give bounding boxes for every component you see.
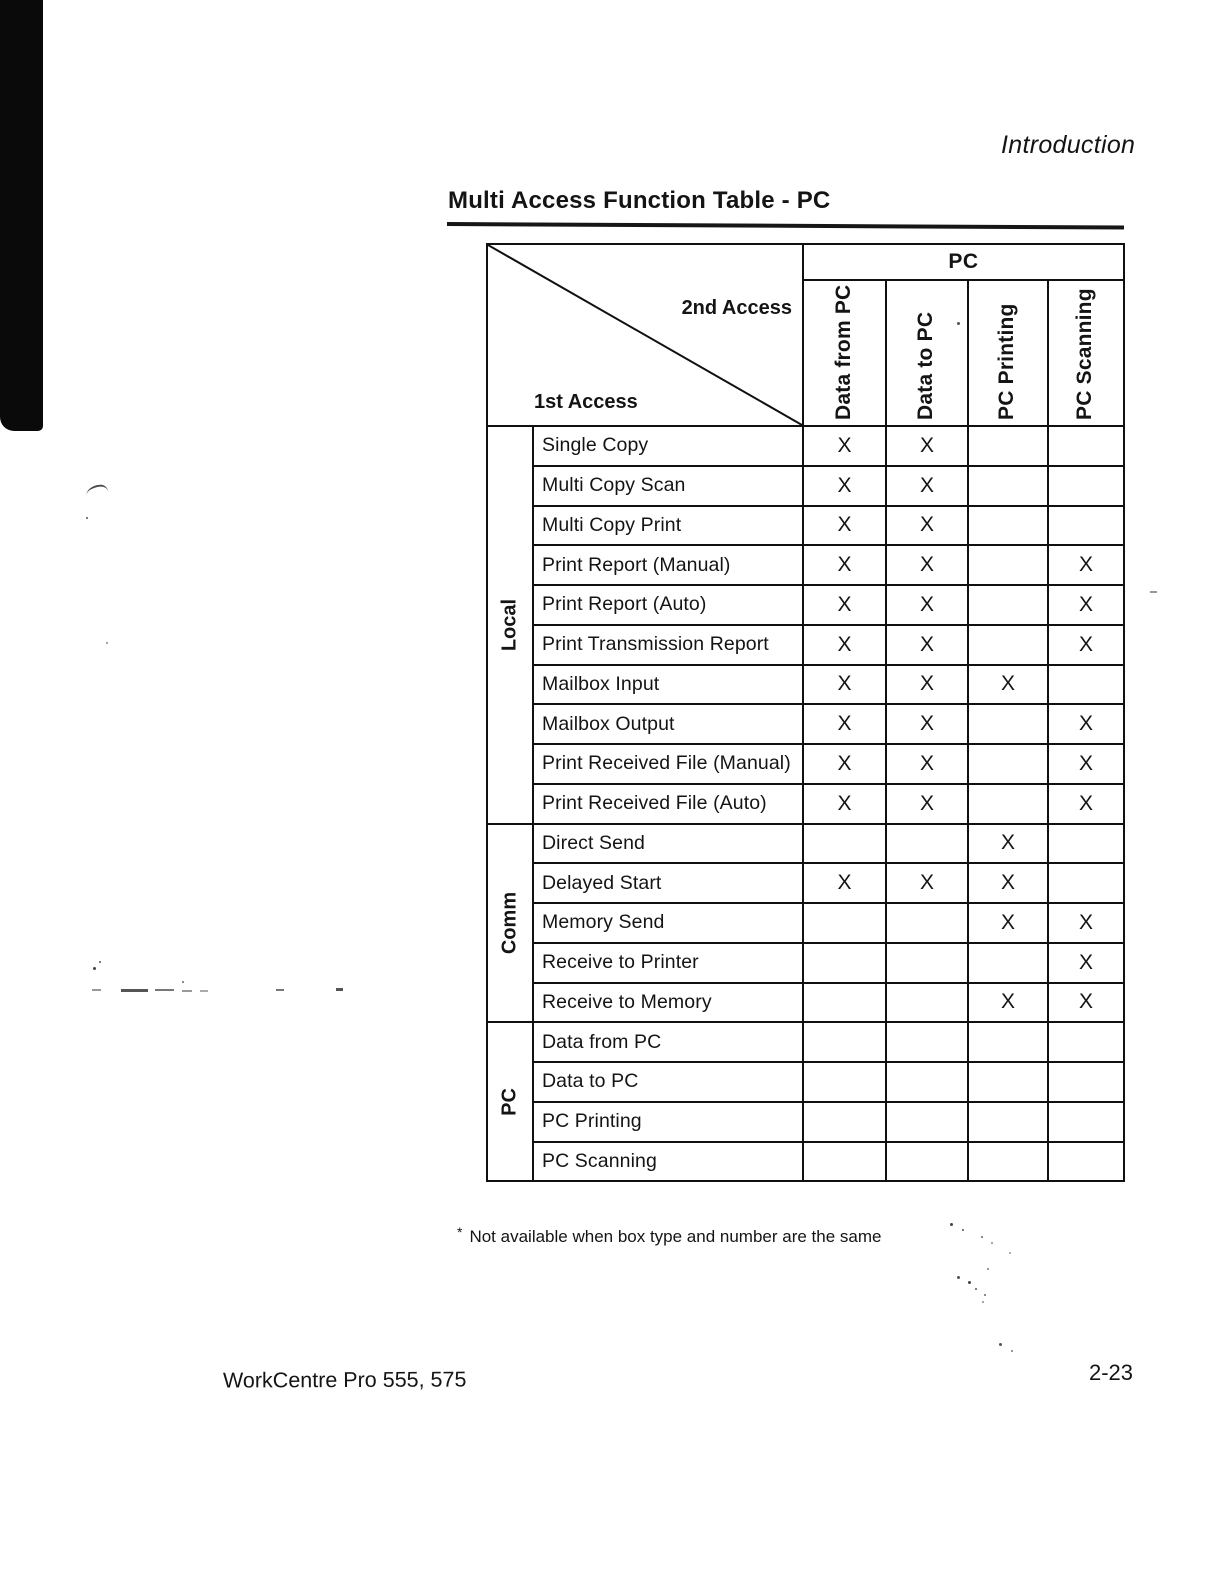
matrix-cell: X — [887, 745, 969, 785]
scan-artifact — [121, 989, 148, 992]
row-label: Mailbox Input — [534, 666, 804, 706]
row-label: Multi Copy Print — [534, 507, 804, 547]
matrix-cell — [804, 904, 887, 944]
scan-artifact — [962, 1229, 964, 1231]
scan-artifact — [975, 1288, 977, 1290]
matrix-cell — [969, 705, 1049, 745]
column-header-pc-printing — [969, 281, 1049, 427]
scan-artifact — [182, 981, 184, 983]
matrix-cell — [969, 1143, 1049, 1183]
scan-artifact — [981, 1236, 983, 1238]
scan-artifact — [155, 989, 174, 991]
matrix-cell: X — [1049, 785, 1125, 825]
matrix-cell — [969, 944, 1049, 984]
scan-artifact — [106, 642, 108, 644]
row-label: Print Report (Auto) — [534, 586, 804, 626]
matrix-cell — [1049, 1143, 1125, 1183]
multi-access-function-table — [486, 243, 1125, 1182]
title-underline — [447, 222, 1124, 230]
row-group-pc — [488, 1023, 534, 1182]
matrix-cell — [804, 1143, 887, 1183]
matrix-cell: X — [804, 864, 887, 904]
matrix-cell: X — [1049, 626, 1125, 666]
scan-artifact — [991, 1242, 993, 1244]
row-label: Multi Copy Scan — [534, 467, 804, 507]
matrix-cell: X — [969, 904, 1049, 944]
matrix-cell: X — [887, 864, 969, 904]
scan-artifact — [336, 988, 343, 991]
row-label: Receive to Memory — [534, 984, 804, 1024]
scan-artifact — [99, 961, 101, 963]
matrix-cell — [1049, 467, 1125, 507]
matrix-cell — [1049, 825, 1125, 865]
matrix-cell: X — [969, 825, 1049, 865]
row-label: Direct Send — [534, 825, 804, 865]
matrix-cell — [887, 944, 969, 984]
table-corner-cell — [488, 245, 804, 427]
row-label: Memory Send — [534, 904, 804, 944]
matrix-cell — [887, 984, 969, 1024]
matrix-cell: X — [887, 666, 969, 706]
second-access-label: 2nd Access — [681, 297, 792, 319]
matrix-cell — [887, 1023, 969, 1063]
matrix-cell — [804, 984, 887, 1024]
row-label: Print Transmission Report — [534, 626, 804, 666]
matrix-cell: X — [1049, 984, 1125, 1024]
row-group-label: Comm — [498, 891, 521, 954]
matrix-cell: X — [804, 705, 887, 745]
row-group-label: PC — [498, 1087, 521, 1116]
row-group-comm — [488, 825, 534, 1024]
column-header-text: PC Printing — [995, 303, 1018, 420]
matrix-cell: X — [887, 427, 969, 467]
scan-artifact — [982, 1301, 984, 1303]
scan-artifact — [957, 322, 960, 325]
matrix-cell: X — [804, 507, 887, 547]
matrix-cell: X — [1049, 745, 1125, 785]
matrix-cell — [1049, 1023, 1125, 1063]
scan-artifact — [999, 1343, 1002, 1346]
matrix-cell: X — [969, 864, 1049, 904]
scan-artifact — [93, 967, 96, 970]
matrix-cell: X — [1049, 705, 1125, 745]
matrix-cell: X — [804, 626, 887, 666]
matrix-cell: X — [887, 586, 969, 626]
matrix-cell: X — [1049, 546, 1125, 586]
matrix-cell: X — [969, 666, 1049, 706]
matrix-cell: X — [804, 745, 887, 785]
matrix-cell — [1049, 1103, 1125, 1143]
matrix-cell — [969, 467, 1049, 507]
matrix-cell — [887, 1143, 969, 1183]
row-label: Delayed Start — [534, 864, 804, 904]
row-label: Data from PC — [534, 1023, 804, 1063]
column-header-text: PC Scanning — [1073, 288, 1096, 420]
scan-artifact — [984, 1294, 986, 1296]
matrix-cell: X — [804, 785, 887, 825]
matrix-cell — [804, 825, 887, 865]
matrix-cell — [969, 427, 1049, 467]
matrix-cell — [887, 904, 969, 944]
row-group-local — [488, 427, 534, 825]
footnote-text: Not available when box type and number are the same — [469, 1227, 882, 1246]
scan-artifact — [957, 1276, 960, 1279]
matrix-cell — [969, 745, 1049, 785]
row-label: Mailbox Output — [534, 705, 804, 745]
matrix-cell — [969, 1103, 1049, 1143]
column-header-text: Data from PC — [831, 284, 855, 420]
footnote-marker: * — [457, 1224, 463, 1240]
matrix-cell: X — [887, 467, 969, 507]
first-access-label: 1st Access — [534, 391, 638, 413]
matrix-cell: X — [804, 427, 887, 467]
matrix-cell: X — [887, 546, 969, 586]
matrix-cell: X — [887, 785, 969, 825]
column-header-data-to-pc — [887, 281, 969, 427]
scan-edge-bar — [0, 0, 43, 431]
matrix-cell: X — [1049, 904, 1125, 944]
matrix-cell: X — [887, 507, 969, 547]
matrix-cell — [1049, 507, 1125, 547]
row-group-label: Local — [498, 598, 521, 651]
matrix-cell — [887, 825, 969, 865]
matrix-cell: X — [804, 586, 887, 626]
scan-artifact — [1150, 591, 1157, 593]
matrix-cell: X — [1049, 944, 1125, 984]
column-header-text: Data to PC — [914, 311, 937, 420]
matrix-cell: X — [969, 984, 1049, 1024]
matrix-cell: X — [1049, 586, 1125, 626]
matrix-cell — [1049, 864, 1125, 904]
section-header: Introduction — [1001, 131, 1136, 159]
column-group-header: PC — [804, 245, 1125, 281]
matrix-cell — [969, 785, 1049, 825]
matrix-cell: X — [804, 546, 887, 586]
scan-artifact — [950, 1223, 953, 1226]
row-label: Data to PC — [534, 1063, 804, 1103]
page-title: Multi Access Function Table - PC — [448, 187, 831, 214]
matrix-cell — [1049, 1063, 1125, 1103]
row-label: Print Received File (Auto) — [534, 785, 804, 825]
matrix-cell — [969, 507, 1049, 547]
scan-artifact — [1011, 1350, 1013, 1352]
matrix-cell — [804, 1103, 887, 1143]
scan-artifact — [182, 990, 192, 992]
matrix-cell — [887, 1103, 969, 1143]
scan-artifact — [276, 989, 284, 991]
footnote — [457, 1224, 881, 1247]
row-label: PC Scanning — [534, 1143, 804, 1183]
scan-artifact — [1009, 1252, 1011, 1254]
matrix-cell: X — [804, 666, 887, 706]
matrix-cell — [804, 944, 887, 984]
row-label: Receive to Printer — [534, 944, 804, 984]
scan-artifact — [86, 517, 88, 519]
matrix-cell — [969, 1063, 1049, 1103]
matrix-cell — [804, 1063, 887, 1103]
scan-artifact — [85, 484, 108, 497]
column-header-pc-scanning — [1049, 281, 1125, 427]
footer-product-name: WorkCentre Pro 555, 575 — [222, 1367, 467, 1393]
matrix-cell — [804, 1023, 887, 1063]
matrix-cell — [887, 1063, 969, 1103]
row-label: PC Printing — [534, 1103, 804, 1143]
matrix-cell — [969, 626, 1049, 666]
row-label: Print Received File (Manual) — [534, 745, 804, 785]
column-header-data-from-pc — [804, 281, 887, 427]
matrix-cell — [969, 586, 1049, 626]
row-label: Print Report (Manual) — [534, 546, 804, 586]
matrix-cell: X — [887, 705, 969, 745]
row-label: Single Copy — [534, 427, 804, 467]
footer-page-number: 2-23 — [1089, 1360, 1134, 1385]
matrix-cell — [969, 546, 1049, 586]
matrix-cell: X — [887, 626, 969, 666]
scan-artifact — [987, 1268, 989, 1270]
scan-artifact — [968, 1281, 971, 1284]
matrix-cell — [1049, 427, 1125, 467]
matrix-cell: X — [804, 467, 887, 507]
scan-artifact — [200, 990, 208, 992]
matrix-cell — [1049, 666, 1125, 706]
scan-artifact — [92, 989, 101, 991]
matrix-cell — [969, 1023, 1049, 1063]
